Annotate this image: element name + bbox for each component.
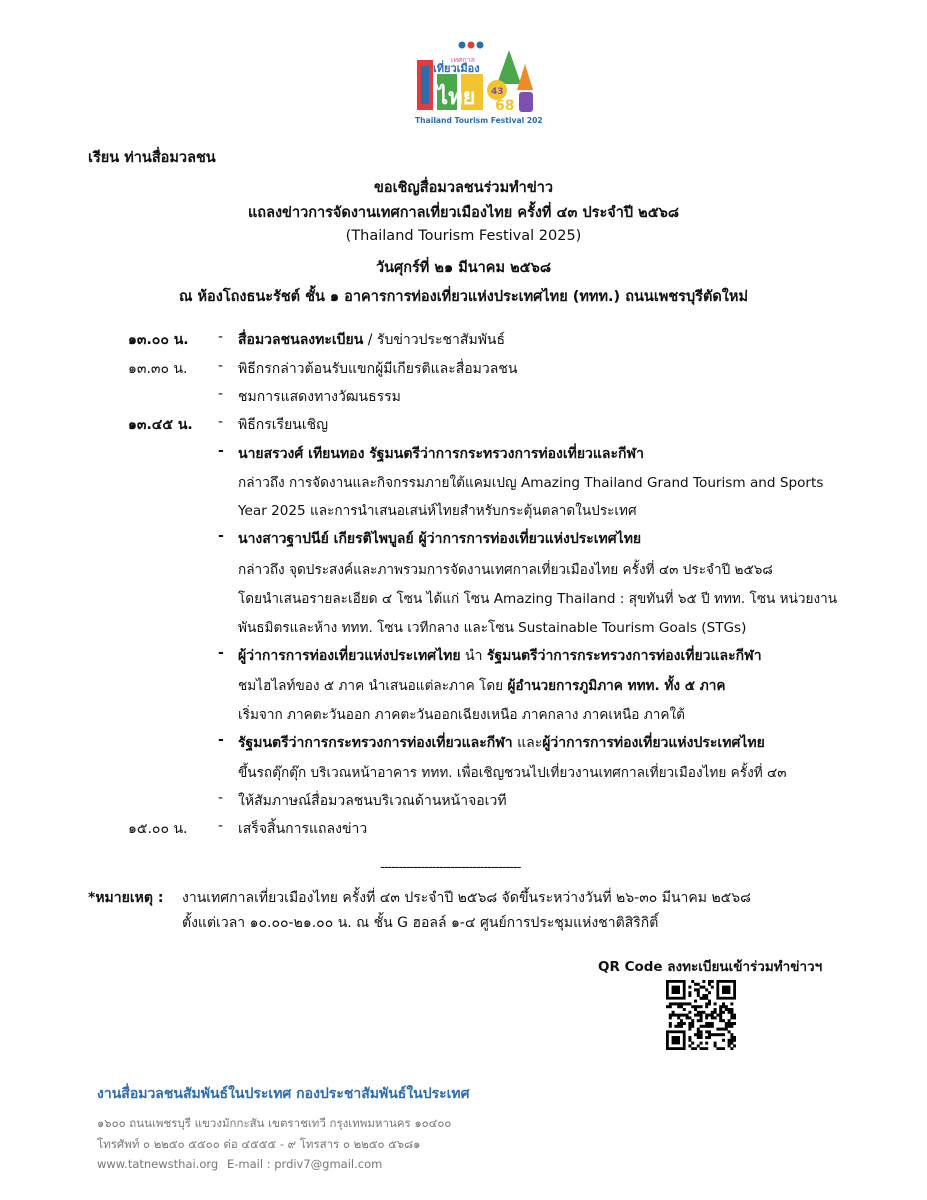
qr-module: [714, 1044, 717, 1047]
qr-module: [719, 1028, 722, 1031]
qr-module: [722, 1039, 725, 1042]
qr-module: [719, 1014, 722, 1017]
qr-module: [719, 1016, 722, 1019]
qr-module: [728, 1022, 731, 1025]
qr-module: [700, 1011, 703, 1014]
qr-module: [669, 1022, 672, 1025]
qr-module: [708, 1036, 711, 1039]
qr-module: [733, 1039, 736, 1042]
qr-module: [700, 1033, 703, 1036]
qr-module: [697, 1028, 700, 1031]
qr-module: [694, 1005, 697, 1008]
footer-web-link[interactable]: www.tatnewsthai.org: [97, 1157, 219, 1171]
qr-module: [697, 1011, 700, 1014]
qr-module: [688, 1025, 691, 1028]
qr-module: [700, 1025, 703, 1028]
qr-module: [700, 1036, 703, 1039]
qr-code[interactable]: [666, 980, 736, 1050]
qr-finder: [672, 1036, 680, 1044]
qr-module: [691, 1019, 694, 1022]
qr-module: [688, 1011, 691, 1014]
qr-module: [719, 1011, 722, 1014]
qr-module: [694, 983, 697, 986]
agenda-dash: -: [218, 386, 224, 402]
qr-module: [680, 1025, 683, 1028]
qr-module: [725, 1028, 728, 1031]
speaker-2-desc-1: กล่าวถึง จุดประสงค์และภาพรวมการจัดงานเทศกาลเที่ยวเมืองไทย ครั้งที่ ๔๓ ประจำปี ๒๕๖๘: [238, 562, 773, 578]
speaker-3-desc-2: เริ่มจาก ภาคตะวันออก ภาคตะวันออกเฉียงเหนือ ภาคกลาง ภาคเหนือ ภาคใต้: [238, 707, 685, 723]
qr-module: [728, 1030, 731, 1033]
qr-module: [691, 1042, 694, 1045]
speaker-2-desc-3: พันธมิตรและห้าง ททท. โซน เวทีกลาง และโซน Sustainable Tourism Goals (STGs): [238, 620, 747, 636]
qr-module: [669, 1016, 672, 1019]
note-line-2: ตั้งแต่เวลา ๑๐.๐๐-๒๑.๐๐ น. ณ ชั้น G ฮอลล์ ๑-๔ ศูนย์การประชุมแห่งชาติสิริกิติ์: [182, 915, 659, 931]
qr-module: [688, 986, 691, 989]
qr-module: [705, 1047, 708, 1050]
qr-module: [691, 1022, 694, 1025]
speaker-1-name: นายสรวงศ์ เทียนทอง รัฐมนตรีว่าการกระทรวงการท่องเที่ยวและกีฬา: [238, 446, 644, 462]
festival-logo-graphic: [413, 40, 543, 126]
qr-module: [725, 1005, 728, 1008]
qr-module: [686, 1002, 689, 1005]
speaker-3-desc-1: [238, 674, 725, 696]
qr-module: [705, 1016, 708, 1019]
qr-module: [697, 991, 700, 994]
qr-module: [730, 1002, 733, 1005]
qr-module: [719, 1008, 722, 1011]
qr-module: [722, 1019, 725, 1022]
qr-module: [688, 1036, 691, 1039]
qr-module: [677, 1014, 680, 1017]
qr-module: [716, 1033, 719, 1036]
qr-module: [708, 1025, 711, 1028]
qr-module: [705, 1022, 708, 1025]
qr-module: [708, 983, 711, 986]
qr-module: [708, 1033, 711, 1036]
qr-module: [694, 1014, 697, 1017]
qr-module: [669, 1002, 672, 1005]
qr-module: [700, 1030, 703, 1033]
pagoda-icon: [517, 64, 533, 90]
agenda-dash: -: [218, 528, 224, 544]
qr-module: [686, 1014, 689, 1017]
agenda-time-3: ๑๓.๔๕ น.: [128, 417, 193, 433]
qr-module: [711, 1011, 714, 1014]
qr-module: [708, 1014, 711, 1017]
qr-module: [722, 1005, 725, 1008]
qr-module: [705, 997, 708, 1000]
qr-module: [714, 1042, 717, 1045]
qr-module: [711, 1016, 714, 1019]
qr-module: [688, 1028, 691, 1031]
qr-module: [697, 1019, 700, 1022]
footer-phone: โทรศัพท์ ๐ ๒๒๕๐ ๕๕๐๐ ต่อ ๔๕๕๕ - ๙ โทรสาร ๐ ๒๒๕๐ ๕๖๘๑: [97, 1137, 421, 1151]
qr-module: [705, 1002, 708, 1005]
qr-module: [700, 1016, 703, 1019]
agenda-dash: -: [218, 732, 224, 748]
qr-module: [680, 1019, 683, 1022]
separator: --------------------------------------: [380, 860, 521, 875]
qr-module: [714, 1011, 717, 1014]
agenda-item-end: เสร็จสิ้นการแถลงข่าว: [238, 821, 368, 837]
agenda-time-4: ๑๕.๐๐ น.: [128, 821, 188, 837]
qr-module: [733, 1016, 736, 1019]
speaker-3-mid: นำ: [460, 648, 487, 664]
agenda-dash: -: [218, 443, 224, 459]
logo-subtitle-text: Thailand Tourism Festival 2025: [415, 116, 543, 125]
qr-module: [716, 1028, 719, 1031]
agenda-item-rest: / รับข่าวประชาสัมพันธ์: [363, 332, 506, 348]
qr-module: [728, 1042, 731, 1045]
footer-address: ๑๖๐๐ ถนนเพชรบุรี แขวงมักกะสัน เขตราชเทวี กรุงเทพมหานคร ๑๐๔๐๐: [97, 1116, 452, 1130]
qr-module: [697, 1036, 700, 1039]
agenda-item-bold: สื่อมวลชนลงทะเบียน: [238, 332, 364, 348]
qr-module: [728, 1039, 731, 1042]
qr-module: [714, 1033, 717, 1036]
qr-module: [688, 1044, 691, 1047]
agenda-dash: -: [218, 790, 224, 806]
qr-module: [719, 1047, 722, 1050]
qr-module: [714, 1008, 717, 1011]
speaker-2-name: นางสาวฐาปนีย์ เกียรติไพบูลย์ ผู้ว่าการการท่องเที่ยวแห่งประเทศไทย: [238, 531, 642, 547]
qr-module: [688, 991, 691, 994]
agenda-time-1: ๑๓.๐๐ น.: [128, 332, 189, 348]
qr-module: [708, 1030, 711, 1033]
qr-module: [728, 1011, 731, 1014]
qr-module: [705, 988, 708, 991]
qr-module: [697, 1005, 700, 1008]
qr-module: [672, 1011, 675, 1014]
qr-module: [730, 1033, 733, 1036]
festival-logo: [413, 40, 543, 126]
qr-finder: [672, 986, 680, 994]
agenda-dash: -: [218, 358, 224, 374]
qr-module: [708, 1000, 711, 1003]
speaker-3-line: [238, 645, 762, 667]
qr-module: [680, 1014, 683, 1017]
qr-module: [700, 1019, 703, 1022]
qr-module: [674, 1014, 677, 1017]
logo-edition-text: 43: [491, 87, 504, 97]
qr-module: [688, 1002, 691, 1005]
qr-module: [730, 1025, 733, 1028]
qr-module: [677, 1025, 680, 1028]
heading-line-3: (Thailand Tourism Festival 2025): [345, 228, 582, 244]
qr-module: [722, 1028, 725, 1031]
qr-module: [688, 1022, 691, 1025]
qr-module: [669, 1005, 672, 1008]
qr-module: [702, 986, 705, 989]
letter-block-icon: [421, 66, 429, 104]
qr-module: [691, 1005, 694, 1008]
qr-module: [708, 1002, 711, 1005]
qr-module: [705, 1030, 708, 1033]
qr-module: [694, 988, 697, 991]
figure-icon: [519, 92, 533, 112]
qr-module: [725, 1008, 728, 1011]
qr-module: [691, 1047, 694, 1050]
qr-module: [691, 980, 694, 983]
qr-module: [688, 1039, 691, 1042]
qr-module: [711, 980, 714, 983]
qr-module: [714, 1002, 717, 1005]
agenda-time-2: ๑๓.๓๐ น.: [128, 361, 188, 377]
qr-module: [733, 1014, 736, 1017]
qr-module: [705, 1025, 708, 1028]
sponsor-logo-icon: [468, 42, 475, 49]
agenda-item-registration: [238, 329, 505, 351]
qr-module: [683, 1002, 686, 1005]
sponsor-logo-icon: [459, 42, 466, 49]
qr-module: [697, 1033, 700, 1036]
agenda-dash: -: [218, 414, 224, 430]
qr-module: [730, 1042, 733, 1045]
qr-module: [702, 994, 705, 997]
qr-module: [677, 1002, 680, 1005]
logo-big-text: ไทย: [437, 85, 476, 110]
qr-module: [702, 1025, 705, 1028]
agenda-item-interview: ให้สัมภาษณ์สื่อมวลชนบริเวณด้านหน้าจอเวที: [238, 793, 507, 809]
qr-module: [714, 1016, 717, 1019]
qr-module: [677, 1016, 680, 1019]
qr-module: [719, 1033, 722, 1036]
qr-module: [730, 1011, 733, 1014]
speaker-4-mid: และ: [512, 735, 543, 751]
qr-module: [708, 1022, 711, 1025]
qr-module: [705, 1036, 708, 1039]
qr-module: [700, 1047, 703, 1050]
footer-email-link[interactable]: E-mail : prdiv7@gmail.com: [227, 1157, 383, 1171]
qr-module: [722, 1011, 725, 1014]
qr-module: [730, 1039, 733, 1042]
qr-module: [705, 1042, 708, 1045]
qr-module: [730, 1036, 733, 1039]
qr-module: [694, 1000, 697, 1003]
speaker-3-desc-1-b: ผู้อำนวยการภูมิภาค ททท. ทั้ง ๕ ภาค: [507, 678, 726, 694]
qr-module: [697, 1030, 700, 1033]
qr-module: [728, 1019, 731, 1022]
qr-module: [669, 1025, 672, 1028]
qr-module: [725, 1025, 728, 1028]
qr-module: [674, 1002, 677, 1005]
heading-line-1: ขอเชิญสื่อมวลชนร่วมทำข่าว: [373, 180, 554, 196]
qr-module: [688, 1016, 691, 1019]
agenda-item-invite: พิธีกรเรียนเชิญ: [238, 417, 329, 433]
qr-module: [730, 1047, 733, 1050]
qr-module: [722, 1002, 725, 1005]
agenda-dash: -: [218, 645, 224, 661]
qr-module: [674, 1025, 677, 1028]
pagoda-icon: [497, 50, 521, 84]
qr-module: [728, 1044, 731, 1047]
speaker-1-desc-2: Year 2025 และการนำเสนอเสน่ห์ไทยสำหรับกระตุ้นตลาดในประเทศ: [238, 503, 637, 519]
note-label: *หมายเหตุ :: [88, 890, 164, 906]
qr-module: [711, 986, 714, 989]
qr-module: [700, 1014, 703, 1017]
qr-module: [728, 1008, 731, 1011]
qr-module: [700, 986, 703, 989]
qr-module: [680, 1005, 683, 1008]
qr-module: [705, 994, 708, 997]
qr-module: [700, 1005, 703, 1008]
qr-module: [733, 1022, 736, 1025]
qr-module: [705, 1005, 708, 1008]
speaker-1-desc-1: กล่าวถึง การจัดงานและกิจกรรมภายใต้แคมเปญ Amazing Thailand Grand Tourism and Sports: [238, 475, 824, 491]
qr-module: [697, 1044, 700, 1047]
qr-module: [697, 983, 700, 986]
logo-year-text: 68: [495, 98, 515, 114]
sponsor-logo-icon: [477, 42, 484, 49]
qr-module: [733, 1036, 736, 1039]
heading-line-4: วันศุกร์ที่ ๒๑ มีนาคม ๒๕๖๘: [375, 260, 552, 276]
qr-module: [730, 1022, 733, 1025]
qr-module: [716, 1047, 719, 1050]
logo-top-text: เทศกาล: [451, 56, 475, 64]
qr-module: [711, 1022, 714, 1025]
qr-module: [730, 1008, 733, 1011]
speaker-2-desc-2: โดยนำเสนอรายละเอียด ๔ โซน ได้แก่ โซน Amazing Thailand : สุขทันที่ ๖๕ ปี ททท. โซน หน่วยงาน: [238, 591, 838, 607]
qr-module: [725, 1022, 728, 1025]
qr-module: [694, 1033, 697, 1036]
qr-module: [708, 980, 711, 983]
qr-module: [669, 1014, 672, 1017]
qr-module: [680, 1002, 683, 1005]
qr-module: [697, 1014, 700, 1017]
qr-module: [691, 1025, 694, 1028]
qr-module: [719, 1019, 722, 1022]
qr-module: [680, 1022, 683, 1025]
speaker-4-desc-1: ขึ้นรถตุ๊กตุ๊ก บริเวณหน้าอาคาร ททท. เพื่อเชิญชวนไปเที่ยวงานเทศกาลเที่ยวเมืองไทย ครั้งที่ ๔๓: [238, 765, 787, 781]
speaker-3-bold-1: ผู้ว่าการการท่องเที่ยวแห่งประเทศไทย: [238, 648, 461, 664]
qr-module: [711, 1033, 714, 1036]
speaker-4-bold-2: ผู้ว่าการการท่องเที่ยวแห่งประเทศไทย: [542, 735, 765, 751]
qr-module: [683, 1008, 686, 1011]
qr-module: [700, 997, 703, 1000]
qr-module: [700, 1042, 703, 1045]
qr-module: [694, 1047, 697, 1050]
qr-module: [733, 1044, 736, 1047]
qr-label: QR Code ลงทะเบียนเข้าร่วมทำข่าวฯ: [598, 959, 823, 975]
qr-module: [702, 1011, 705, 1014]
heading-line-5: ณ ห้องโถงธนะรัชต์ ชั้น ๑ อาคารการท่องเที่ยวแห่งประเทศไทย (ททท.) ถนนเพชรบุรีตัดใหม่: [178, 289, 748, 305]
agenda-item-performance: ชมการแสดงทางวัฒนธรรม: [238, 389, 401, 405]
qr-module: [683, 1022, 686, 1025]
qr-module: [677, 1005, 680, 1008]
note-line-1: งานเทศกาลเที่ยวเมืองไทย ครั้งที่ ๔๓ ประจำปี ๒๕๖๘ จัดขึ้นระหว่างวันที่ ๒๖-๓๐ มีนาคม ๒๕๖๘: [182, 890, 751, 906]
qr-module: [702, 980, 705, 983]
salutation: เรียน ท่านสื่อมวลชน: [88, 150, 216, 166]
qr-module: [697, 994, 700, 997]
qr-module: [697, 988, 700, 991]
qr-module: [683, 1014, 686, 1017]
speaker-4-bold-1: รัฐมนตรีว่าการกระทรวงการท่องเที่ยวและกีฬา: [238, 735, 513, 751]
qr-module: [672, 1002, 675, 1005]
speaker-3-desc-1-a: ชมไฮไลท์ของ ๕ ภาค นำเสนอแต่ละภาค โดย: [238, 678, 508, 694]
qr-module: [702, 1047, 705, 1050]
qr-module: [711, 1025, 714, 1028]
qr-module: [728, 1025, 731, 1028]
qr-module: [722, 1033, 725, 1036]
qr-module: [722, 1047, 725, 1050]
qr-module: [711, 1014, 714, 1017]
qr-module: [702, 997, 705, 1000]
qr-module: [677, 1022, 680, 1025]
qr-finder: [722, 986, 730, 994]
agenda-item-welcome: พิธีกรกล่าวต้อนรับแขกผู้มีเกียรติและสื่อมวลชน: [238, 361, 518, 377]
qr-module: [719, 1005, 722, 1008]
speaker-4-line: [238, 732, 765, 754]
qr-module: [708, 991, 711, 994]
logo-main-text: เที่ยวเมือง: [433, 62, 480, 75]
qr-module: [686, 1016, 689, 1019]
heading-line-2: แถลงข่าวการจัดงานเทศกาลเที่ยวเมืองไทย ครั้งที่ ๔๓ ประจำปี ๒๕๖๘: [247, 205, 680, 221]
qr-module: [705, 1014, 708, 1017]
agenda-dash: -: [218, 818, 224, 834]
qr-module: [730, 1016, 733, 1019]
qr-module: [730, 1014, 733, 1017]
agenda-dash: -: [218, 329, 224, 345]
qr-code-icon: [666, 980, 736, 1050]
speaker-3-bold-2: รัฐมนตรีว่าการกระทรวงการท่องเที่ยวและกีฬา: [486, 648, 762, 664]
qr-module: [716, 1014, 719, 1017]
qr-module: [666, 1005, 669, 1008]
qr-module: [694, 1008, 697, 1011]
qr-module: [688, 994, 691, 997]
qr-module: [672, 1014, 675, 1017]
footer-title: งานสื่อมวลชนสัมพันธ์ในประเทศ กองประชาสัมพันธ์ในประเทศ: [97, 1086, 470, 1102]
